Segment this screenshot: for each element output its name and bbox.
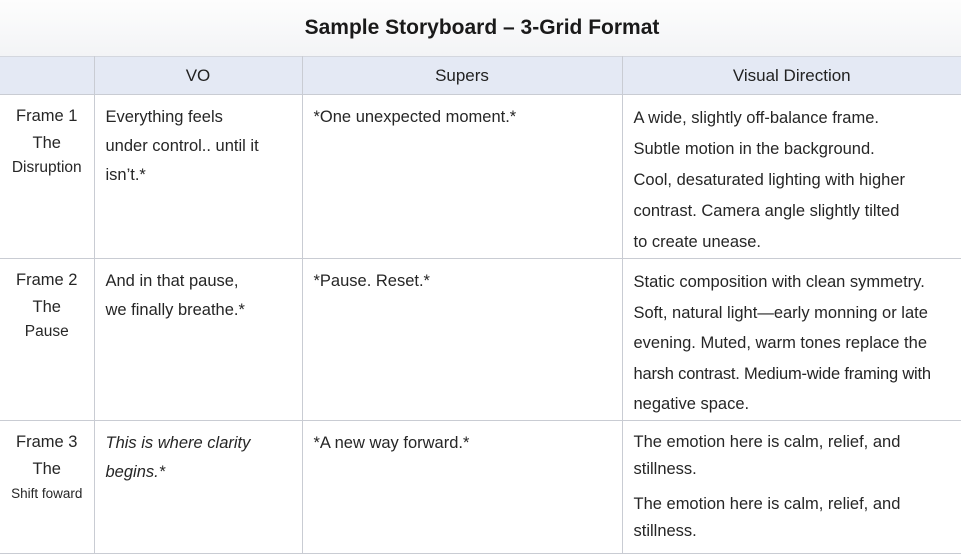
frame-label-cell	[0, 420, 94, 553]
table-row	[0, 259, 961, 421]
supers-cell	[302, 95, 622, 259]
header-supers: Supers	[302, 57, 622, 95]
visual-line: Soft, natural light—early monning or late	[633, 303, 928, 322]
frame-label-cell	[0, 95, 94, 259]
visual-line: Static composition with clean symmetry.	[633, 273, 925, 291]
visual-direction-cell	[622, 259, 961, 421]
vo-line: And in that pause,	[105, 272, 239, 290]
frame-number: Frame 3	[16, 432, 78, 451]
header-row	[0, 57, 961, 95]
visual-direction-cell	[622, 420, 961, 553]
frame-title-word: The	[32, 459, 61, 478]
vo-line: Everything feels	[105, 108, 223, 126]
visual-line: evening. Muted, warm tones replace the	[633, 334, 927, 352]
vo-line: we finally breathe.*	[105, 301, 245, 319]
visual-line: negative space.	[633, 395, 750, 413]
visual-line: Cool, desaturated lighting with higher	[633, 171, 906, 189]
vo-cell	[94, 420, 302, 553]
frame-title-word: Pause	[24, 323, 69, 340]
header-visual-direction: Visual Direction	[622, 57, 961, 95]
vo-cell	[94, 259, 302, 421]
frame-number: Frame 2	[16, 271, 78, 289]
storyboard-table	[0, 56, 961, 554]
supers-cell	[302, 259, 622, 421]
visual-line: harsh contrast. Medium-wide framing with	[633, 364, 931, 383]
visual-line: stillness.	[633, 522, 697, 540]
header-vo: VO	[94, 57, 302, 95]
page-title: Sample Storyboard – 3-Grid Format	[304, 16, 660, 39]
visual-line: stillness.	[633, 460, 697, 478]
supers-cell	[302, 420, 622, 553]
visual-direction-cell	[622, 95, 961, 259]
vo-line: This is where clarity	[105, 433, 251, 452]
vo-cell	[94, 95, 302, 259]
vo-line: begins.*	[105, 462, 166, 481]
visual-line: A wide, slightly off-balance frame.	[633, 109, 879, 127]
frame-title-word: Disruption	[11, 159, 82, 176]
supers-text: *A new way forward.*	[313, 433, 470, 452]
frame-label-cell	[0, 259, 94, 421]
paragraph-gap	[634, 484, 956, 491]
visual-line: to create unease.	[633, 233, 762, 251]
frame-number: Frame 1	[16, 107, 78, 125]
visual-line: contrast. Camera angle slightly tilted	[633, 202, 900, 220]
supers-text: *Pause. Reset.*	[313, 272, 430, 290]
vo-line: under control.. until it	[105, 137, 259, 155]
vo-line: isn’t.*	[105, 166, 146, 184]
supers-text: *One unexpected moment.*	[313, 108, 517, 126]
visual-line: Subtle motion in the background.	[633, 140, 875, 158]
frame-title-word: The	[32, 298, 61, 316]
table-row	[0, 95, 961, 259]
title-bar	[0, 0, 961, 56]
visual-line: The emotion here is calm, relief, and	[633, 494, 901, 513]
visual-line: The emotion here is calm, relief, and	[633, 432, 901, 451]
header-frame	[0, 57, 94, 95]
frame-title-word: Shift foward	[11, 485, 83, 501]
frame-title-word: The	[32, 134, 61, 152]
table-row	[0, 420, 961, 553]
